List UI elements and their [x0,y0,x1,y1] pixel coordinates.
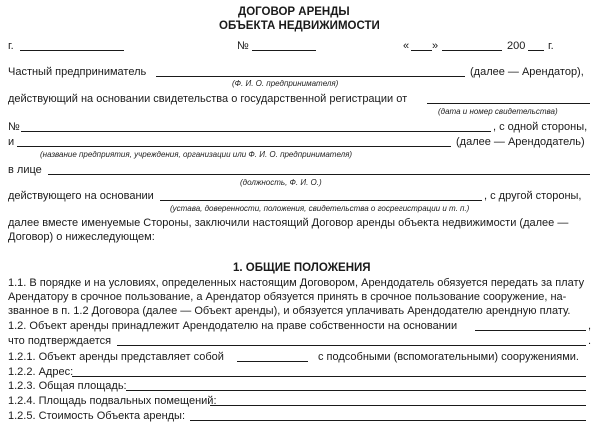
confirmation-field[interactable] [117,345,586,346]
certificate-number-label: № [8,121,20,133]
acting-basis-label: действующего на основании [8,190,154,202]
acting-basis-field[interactable] [160,200,482,201]
one-side-label: , с одной стороны, [493,121,588,133]
clause-1-1-line1: 1.1. В порядке и на условиях, определенных настоящим Договором, Арендодатель обязуется передать за плату [8,277,585,289]
contract-number-field[interactable] [252,50,316,51]
date-year-suffix: г. [548,40,554,52]
and-label: и [8,136,15,148]
city-label: г. [8,40,14,52]
acting-on-certificate-label: действующий на основании свидетельства о государственной регистрации от [8,93,408,105]
other-side-label: , с другой стороны, [484,190,582,202]
document-title-line2: ОБЪЕКТА НЕДВИЖИМОСТИ [219,20,380,32]
landlord-name-field[interactable] [17,146,451,147]
date-day-field[interactable] [411,50,432,51]
clause-1-2-period: . [588,335,592,347]
tenant-role-label: (далее — Арендатор), [470,66,584,78]
clause-1-2-punct: , [588,320,592,332]
date-year-field[interactable] [528,50,544,51]
certificate-date-field[interactable] [427,103,590,104]
certificate-caption: (дата и номер свидетельства) [438,107,558,116]
clause-1-2-line2: что подтверждается [8,335,112,347]
clause-1-1-line2: Арендатору в срочное пользование, а Арендатор обязуется принять в срочное пользование сооружение, на- [8,291,567,303]
acting-basis-caption: (устава, доверенности, положения, свидетельства о госрегистрации и т. п.) [170,204,470,213]
clause-1-1-line3: званное в п. 1.2 Договора (далее — Объект аренды), и обязуется уплачивать Арендодателю арендную плату. [8,305,571,317]
city-field[interactable] [20,50,124,51]
object-type-field[interactable] [237,361,308,362]
representative-field[interactable] [48,174,590,175]
in-person-label: в лице [8,164,42,176]
basement-area-field[interactable] [210,405,586,406]
entrepreneur-label: Частный предприниматель [8,66,147,78]
contract-number-label: № [237,40,249,52]
clause-1-2-1-tail: с подсобными (вспомогательными) сооружениями. [318,351,579,363]
landlord-name-caption: (название предприятия, учреждения, организации или Ф. И. О. предпринимателя) [40,150,353,159]
preamble-line2: Договор) о нижеследующем: [8,231,155,243]
date-year-prefix: 200 [507,40,526,52]
section1-heading: 1. ОБЩИЕ ПОЛОЖЕНИЯ [233,262,371,274]
clause-1-2-4-label: 1.2.4. Площадь подвальных помещений: [8,395,217,407]
total-area-field[interactable] [126,390,586,391]
date-month-field[interactable] [442,50,502,51]
entrepreneur-name-field[interactable] [156,76,465,77]
preamble-line1: далее вместе именуемые Стороны, заключили настоящий Договор аренды объекта недвижимости (далее — [8,217,569,229]
document-title-line1: ДОГОВОР АРЕНДЫ [238,6,350,18]
clause-1-2-2-label: 1.2.2. Адрес: [8,366,74,378]
ownership-basis-field[interactable] [475,330,586,331]
entrepreneur-name-caption: (Ф. И. О. предпринимателя) [232,79,339,88]
address-field[interactable] [72,376,586,377]
clause-1-2-5-label: 1.2.5. Стоимость Объекта аренды: [8,410,186,422]
clause-1-2-line1: 1.2. Объект аренды принадлежит Арендодателю на праве собственности на основании [8,320,458,332]
clause-1-2-3-label: 1.2.3. Общая площадь: [8,380,127,392]
date-close-quote: » [432,40,439,52]
representative-caption: (должность, Ф. И. О.) [240,178,322,187]
date-open-quote: « [403,40,410,52]
certificate-number-field[interactable] [21,131,491,132]
clause-1-2-1-label: 1.2.1. Объект аренды представляет собой [8,351,224,363]
landlord-role-label: (далее — Арендодатель) [456,136,585,148]
object-value-field[interactable] [190,420,586,421]
